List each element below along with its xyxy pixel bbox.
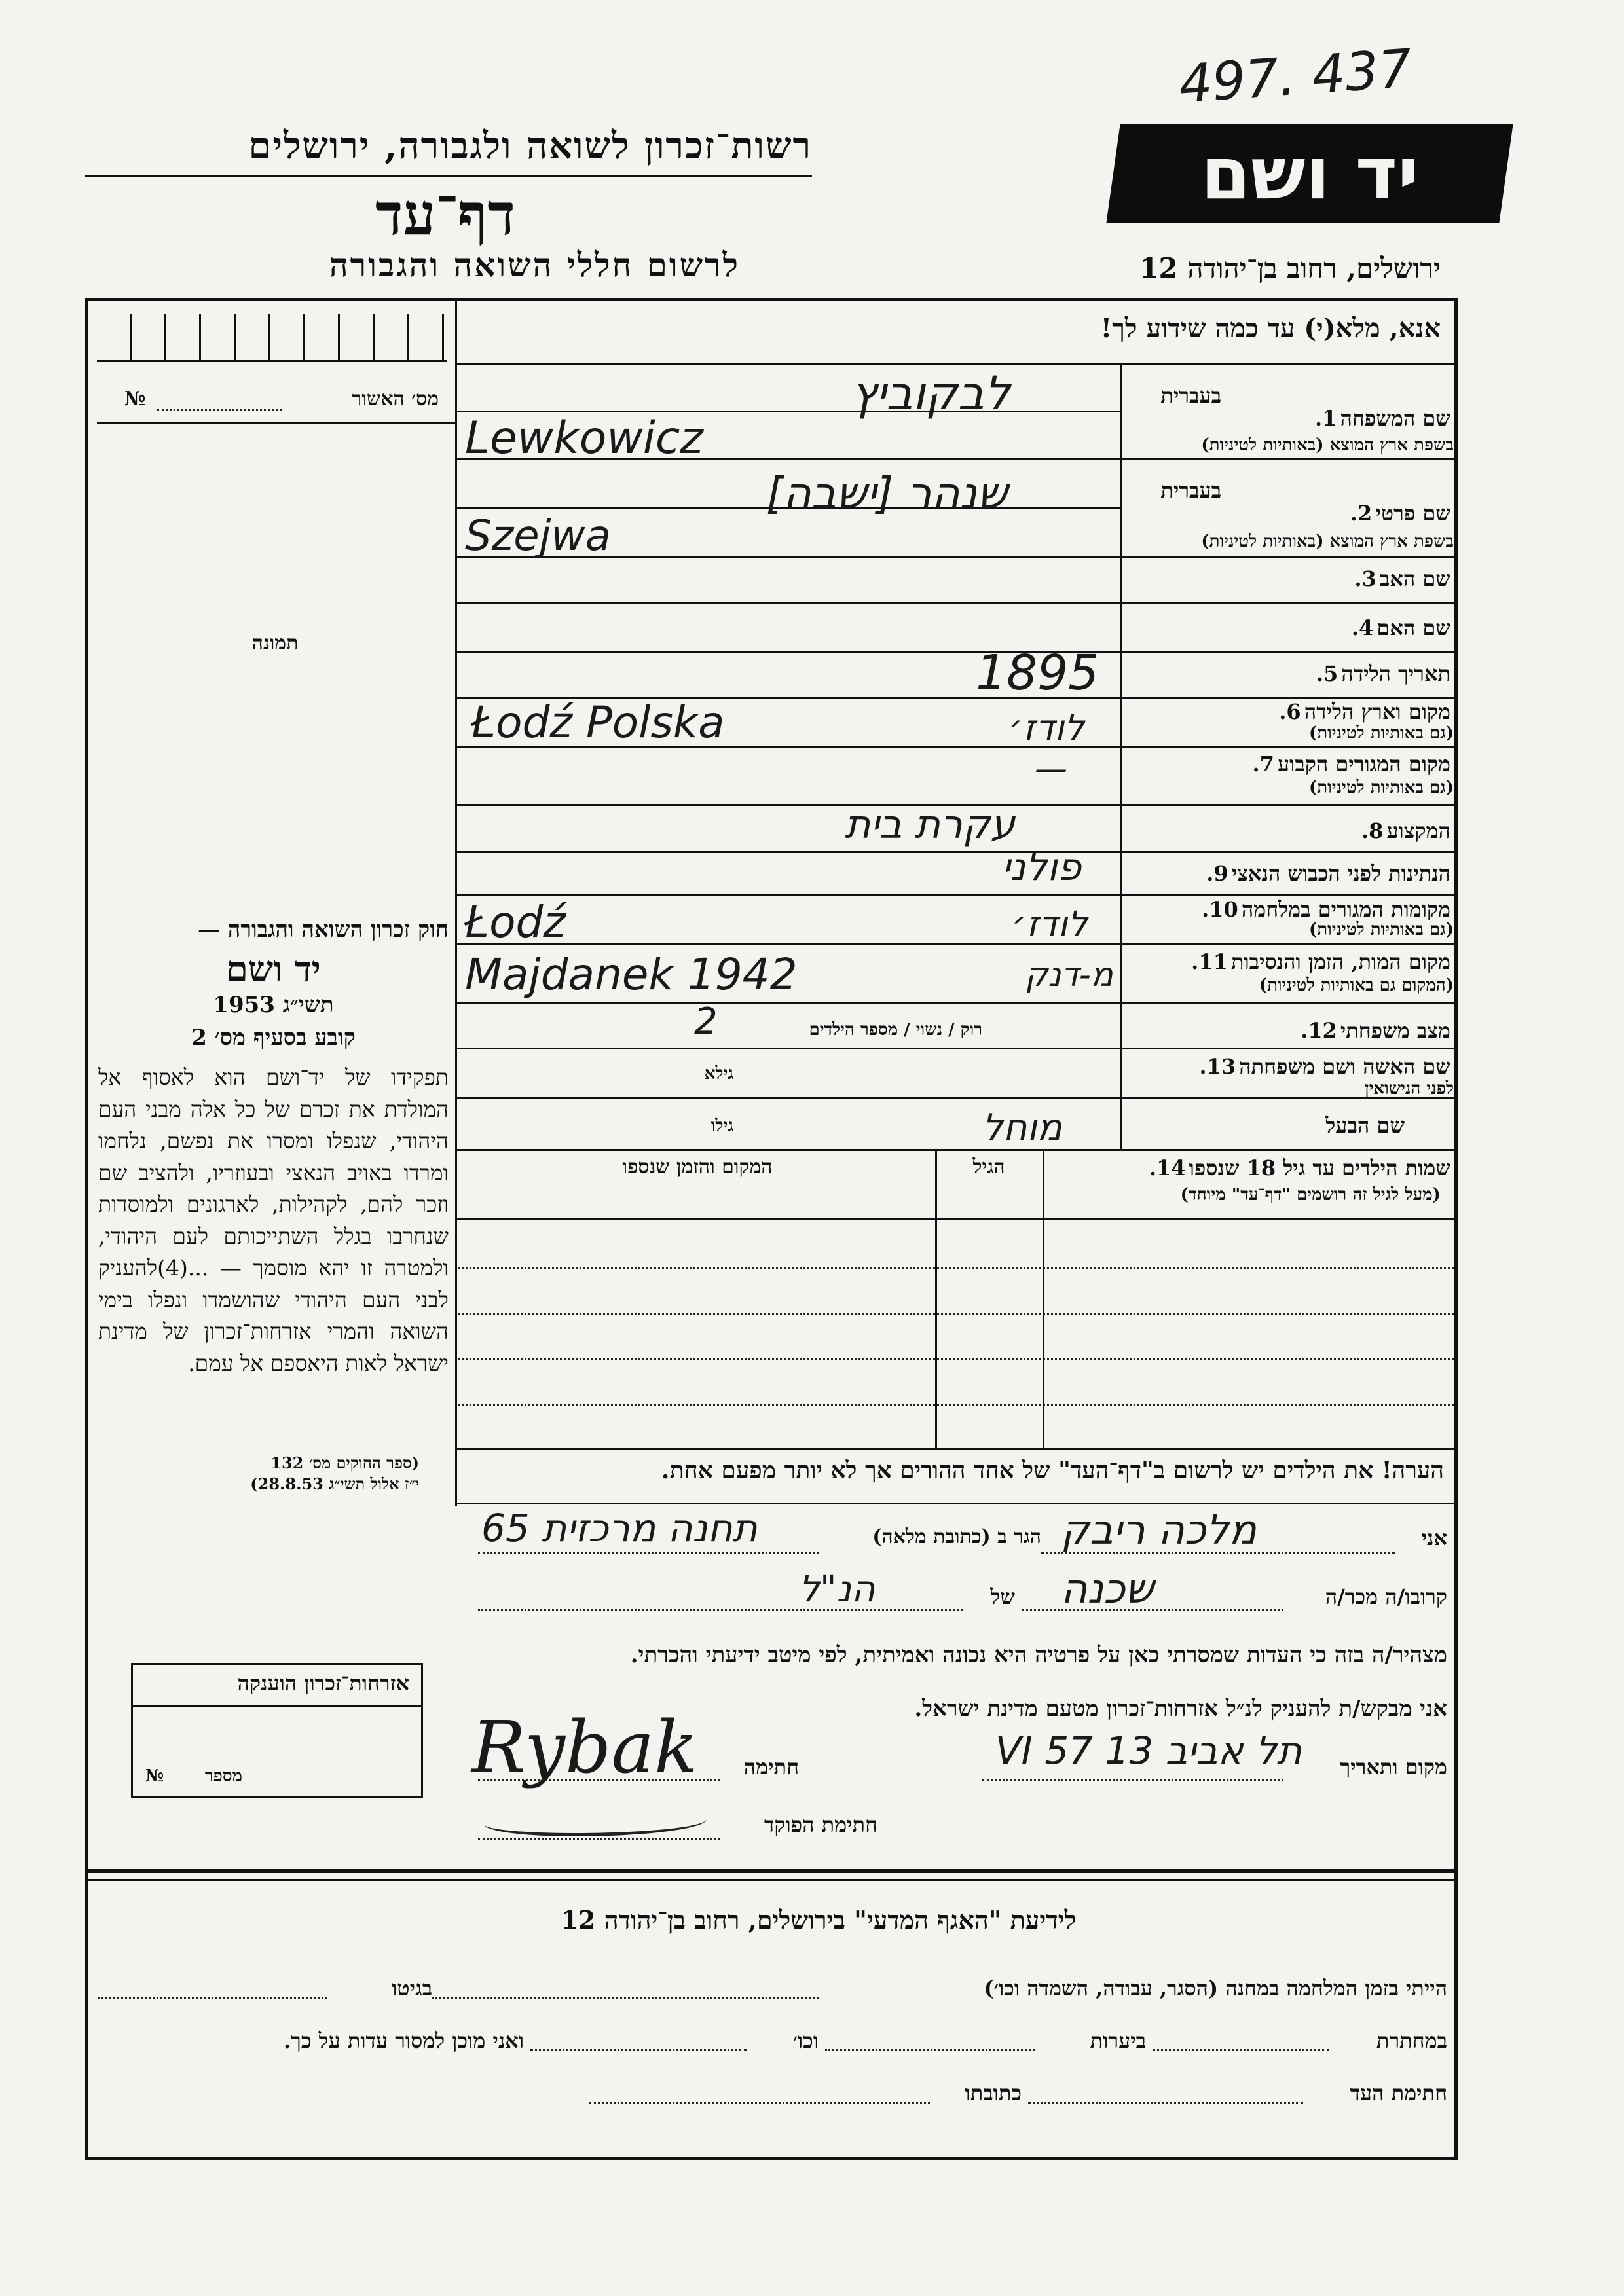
field-1-text: שם המשפחה	[1340, 406, 1450, 431]
law-text: תפקידו של יד־ושם הוא לאסוף אל המולדת את זכרם של כל אלה מבני העם היהודי, שנפלו ומסרו את נפשם, נלחמו ומרדו באויב הנאצי ובעוזריו, ולהציב שם וזכר להם, לקהילות, לארגונים ולמוסדות שנחרבו בגלל השתייכותם לעם היהודי, ולמטרה זו יהא מוסמך — ...(4)להעניק לבני העם היהודי שהושמדו ונפלו בימי השואה והמרי אזרחות־זכרון של מדינת ישראל לאות היאספם אל עמם.	[98, 1065, 449, 1376]
place-date-value[interactable]: תל אביב 13 VI 57	[995, 1728, 1302, 1773]
husband-label: שם הבעל	[1325, 1113, 1405, 1138]
declarant-name[interactable]: מלכה ריבק	[1061, 1506, 1257, 1554]
children-title-number: 14.	[1149, 1156, 1186, 1180]
law-year-hebrew: תשי״ג	[282, 992, 334, 1018]
field-3-number: 3.	[1354, 566, 1376, 591]
relation-value[interactable]: שכנה	[1061, 1565, 1154, 1613]
relation-line	[1022, 1609, 1283, 1611]
appeal-text: אנא, מלא(י) עד כמה שידוע לך!	[1100, 313, 1441, 344]
row-rule	[457, 1002, 1456, 1004]
law-reference-2: י״ז אלול תשי״ג 28.8.53)	[250, 1474, 419, 1493]
field-12-label	[1130, 1018, 1450, 1043]
field-6-number: 6.	[1279, 699, 1301, 724]
field-1-value-hebrew[interactable]: לבקוביץ	[851, 367, 1010, 420]
page-subtitle: לרשום חללי השואה והגבורה	[329, 246, 740, 284]
field-1-sub: בשפת ארץ המוצא (באותיות לטיניות)	[1201, 435, 1454, 455]
authority-name: רשות־זכרון לשואה ולגבורה, ירושלים	[248, 124, 812, 168]
children-title	[1048, 1156, 1450, 1180]
photo-label: תמונה	[251, 632, 299, 655]
yad-vashem-logo	[1106, 124, 1513, 223]
field-11-label	[1130, 949, 1450, 974]
field-7-sub: (גם באותיות לטיניות)	[1308, 778, 1454, 797]
field-7-text: מקום המגורים הקבוע	[1278, 752, 1450, 776]
field-9-text: הנתינות לפני הכבוש הנאצי	[1231, 861, 1450, 886]
children-subtitle: (מעל לגיל זה רושמים "דף־עד" מיוחד)	[1180, 1185, 1441, 1205]
field-8-label	[1130, 818, 1450, 843]
signature-value[interactable]: Rybak	[471, 1705, 698, 1789]
row-rule	[457, 651, 1456, 653]
citizenship-title-rule	[131, 1705, 421, 1707]
field-5-value[interactable]: 1895	[976, 645, 1099, 701]
footer-line2-b: ביערות	[1090, 2028, 1146, 2053]
field-13-sub: לפני הנישואין	[1364, 1079, 1454, 1099]
approval-number-line	[157, 409, 282, 411]
husband-value[interactable]: מוחל	[982, 1106, 1062, 1149]
field-12-text: מצב משפחתי	[1340, 1018, 1450, 1043]
field-9-number: 9.	[1206, 861, 1228, 886]
footer-line3-a: חתימת העד	[1350, 2081, 1447, 2105]
declarant-resident-label: הגר ב (כתובת מלאה)	[872, 1525, 1041, 1548]
field-7-value[interactable]: —	[1035, 750, 1067, 788]
field-3-label	[1130, 566, 1450, 591]
field-1-hebrew-tag: בעברית	[1160, 383, 1221, 408]
field-8-text: המקצוע	[1386, 818, 1450, 843]
citizenship-number-sign: №	[145, 1766, 164, 1786]
law-year-number: 1953	[213, 992, 275, 1018]
of-label: של	[990, 1584, 1015, 1609]
footer-line1-a: הייתי בזמן המלחמה במחנה (הסגר, עבודה, השמדה וכו׳)	[984, 1976, 1447, 2001]
field-4-number: 4.	[1351, 615, 1374, 640]
label-column-divider	[1120, 364, 1122, 1150]
footer-line1-dots	[432, 1997, 819, 1999]
field-9-label	[1130, 861, 1450, 886]
address: ירושלים, רחוב בן־יהודה 12	[1139, 252, 1441, 284]
photo-box-top	[97, 422, 455, 424]
field-13-text: שם האשה ושם משפחתה	[1239, 1054, 1450, 1079]
field-5-text: תאריך הלידה	[1341, 661, 1450, 686]
field-11-sub: (המקום גם באותיות לטיניות)	[1259, 975, 1454, 995]
field-11-text: מקום המות, הזמן והנסיבות	[1230, 949, 1450, 974]
place-date-label: מקום ותאריך	[1340, 1755, 1447, 1779]
declarant-name-line	[1041, 1552, 1395, 1554]
field-10-value[interactable]: Łodź	[465, 897, 566, 947]
field-5-label	[1130, 661, 1450, 686]
note-text: הערה! את הילדים יש לרשום ב"דף־העד" של אחד ההורים אך לא יותר מפעם אחת.	[661, 1457, 1444, 1484]
children-row-line	[458, 1313, 1454, 1315]
footer-title: לידיעת "האגף המדעי" בירושלים, רחוב בן־יהודה 12	[561, 1905, 1077, 1935]
children-row-line	[458, 1267, 1454, 1269]
declarant-i-label: אני	[1421, 1525, 1447, 1550]
logo-text: יד ושם	[1200, 132, 1419, 215]
row-rule	[457, 1149, 1456, 1151]
declaration-statement: מצהיר/ה בזה כי העדות שמסרתי כאן על פרטיה היא נכונה ואמיתית, לפי מיטב ידיעתי והכרתי.	[630, 1642, 1447, 1668]
field-11-number: 11.	[1191, 949, 1228, 974]
field-2-text: שם פרטי	[1375, 501, 1450, 526]
field-6-text: מקום וארץ הלידה	[1304, 699, 1450, 724]
children-col-place: המקום והזמן שנספו	[622, 1156, 773, 1178]
children-table-bottom	[457, 1448, 1456, 1450]
place-date-line	[982, 1779, 1283, 1781]
field-7-number: 7.	[1252, 752, 1274, 776]
field-10-sub: (גם באותיות לטיניות)	[1308, 920, 1454, 939]
field-4-text: שם האם	[1376, 615, 1450, 640]
footer-line3-dots-a	[1028, 2102, 1303, 2104]
value-column-left	[455, 364, 457, 1150]
approval-tick-boxes	[97, 314, 447, 362]
field-2-hebrew-tag: בעברית	[1160, 478, 1221, 503]
field-2-value-hebrew[interactable]: שנהר [ישבה]	[766, 468, 1008, 519]
field-2-label	[1130, 501, 1450, 526]
law-name: יד ושם	[226, 948, 321, 990]
declarant-address[interactable]: תחנה מרכזית 65	[481, 1506, 758, 1550]
field-13-number: 13.	[1199, 1054, 1236, 1079]
field-6-value-hebrew[interactable]: לודז׳	[1008, 707, 1085, 748]
field-6-label	[1130, 699, 1450, 724]
field-9-value[interactable]: פולני	[1002, 845, 1082, 889]
signature-label: חתימה	[743, 1755, 799, 1779]
children-title-text: שמות הילדים עד גיל 18 שנספו	[1189, 1156, 1450, 1180]
field-1-label	[1130, 406, 1450, 431]
footer-line3-b: כתובתו	[965, 2081, 1022, 2105]
footer-line1-dots-2	[98, 1997, 327, 1999]
field-4-label	[1130, 615, 1450, 640]
footer-line2-c: וכו׳	[792, 2028, 819, 2053]
law-year	[98, 992, 449, 1018]
header-rule	[85, 175, 812, 177]
children-col-age: הגיל	[972, 1156, 1005, 1178]
appeal-rule	[457, 363, 1456, 365]
field-12-children-count[interactable]: 2	[694, 1000, 718, 1043]
footer-line2-dots-c	[530, 2049, 747, 2051]
field-5-number: 5.	[1316, 661, 1338, 686]
field-10-text: מקומות המגורים במלחמה	[1241, 897, 1450, 922]
children-header-rule	[457, 1218, 1456, 1220]
footer-line2-d: ואני מוכן למסור עדות על כך.	[283, 2028, 524, 2053]
row-rule	[457, 1048, 1456, 1049]
note-rule	[457, 1503, 1456, 1504]
footer-line2-a: במחתרת	[1376, 2028, 1447, 2053]
field-2-sub: בשפת ארץ המוצא (באותיות לטיניות)	[1201, 532, 1454, 551]
field-1-value-latin[interactable]: Lewkowicz	[465, 412, 703, 464]
reference-number: 497. 437	[1177, 37, 1414, 115]
field-13-label	[1130, 1054, 1450, 1079]
children-row-line	[458, 1404, 1454, 1406]
field-10-value-hebrew[interactable]: לודז׳	[1012, 903, 1088, 945]
footer-line2-dots-b	[825, 2049, 1035, 2051]
law-title: חוק זכרון השואה והגבורה —	[197, 917, 449, 943]
field-6-sub: (גם באותיות לטיניות)	[1308, 723, 1454, 743]
field-3-text: שם האב	[1379, 566, 1450, 591]
relation-label: קרובו/ה מכר/ה	[1325, 1584, 1447, 1609]
declarant-address-line	[478, 1552, 819, 1554]
of-line	[478, 1609, 963, 1611]
field-6-value[interactable]: Łodź Polska	[471, 697, 725, 748]
footer-line3-dots-b	[589, 2102, 930, 2104]
row-rule	[457, 602, 1456, 604]
children-row-line	[458, 1358, 1454, 1360]
field-11-value[interactable]: Majdanek 1942	[465, 949, 798, 1000]
field-13-value[interactable]: גילא	[704, 1064, 733, 1084]
footer-line2-dots-a	[1153, 2049, 1329, 2051]
citizenship-number-label: מספר	[204, 1766, 242, 1786]
field-12-printed: רוק / נשוי / מספר הילדים	[809, 1020, 982, 1040]
field-8-value[interactable]: עקרת בית	[845, 802, 1016, 848]
husband-prefix: גילו	[710, 1116, 733, 1136]
footer-line1-b: בגיטו	[392, 1976, 432, 2001]
law-reference-1: (ספר החוקים מס׳ 132	[270, 1453, 419, 1472]
official-signature-line	[478, 1838, 720, 1840]
citizenship-request: אני מבקש/ת להעניק לנ״ל אזרחות־זכרון מטעם מדינת ישראל.	[914, 1696, 1447, 1722]
row-rule	[457, 851, 1456, 853]
field-11-value-hebrew[interactable]: מ-דנק	[1025, 956, 1113, 994]
row-rule	[457, 943, 1456, 945]
official-signature-label: חתימת הפוקד	[764, 1812, 877, 1837]
field-10-number: 10.	[1202, 897, 1238, 922]
signature-line	[478, 1779, 720, 1781]
field-7-label	[1130, 752, 1450, 776]
field-2-value-latin[interactable]: Szejwa	[465, 512, 611, 560]
footer-double-rule-1	[88, 1869, 1455, 1873]
approval-number-label: מס׳ האשור	[352, 388, 439, 410]
field-12-number: 12.	[1301, 1018, 1337, 1043]
field-8-number: 8.	[1361, 818, 1384, 843]
page-title: דף־עד	[375, 180, 515, 248]
of-value[interactable]: הנ"ל	[799, 1568, 876, 1611]
citizenship-title: אזרחות־זכרון הוענקה	[237, 1671, 409, 1696]
field-1-number: 1.	[1314, 406, 1337, 431]
row-rule	[457, 894, 1456, 896]
approval-number-sign: №	[124, 388, 146, 410]
law-clause: קובע בסעיף מס׳ 2	[191, 1025, 356, 1051]
footer-double-rule-2	[88, 1879, 1455, 1881]
field-2-number: 2.	[1350, 501, 1373, 526]
field-10-label	[1130, 897, 1450, 922]
